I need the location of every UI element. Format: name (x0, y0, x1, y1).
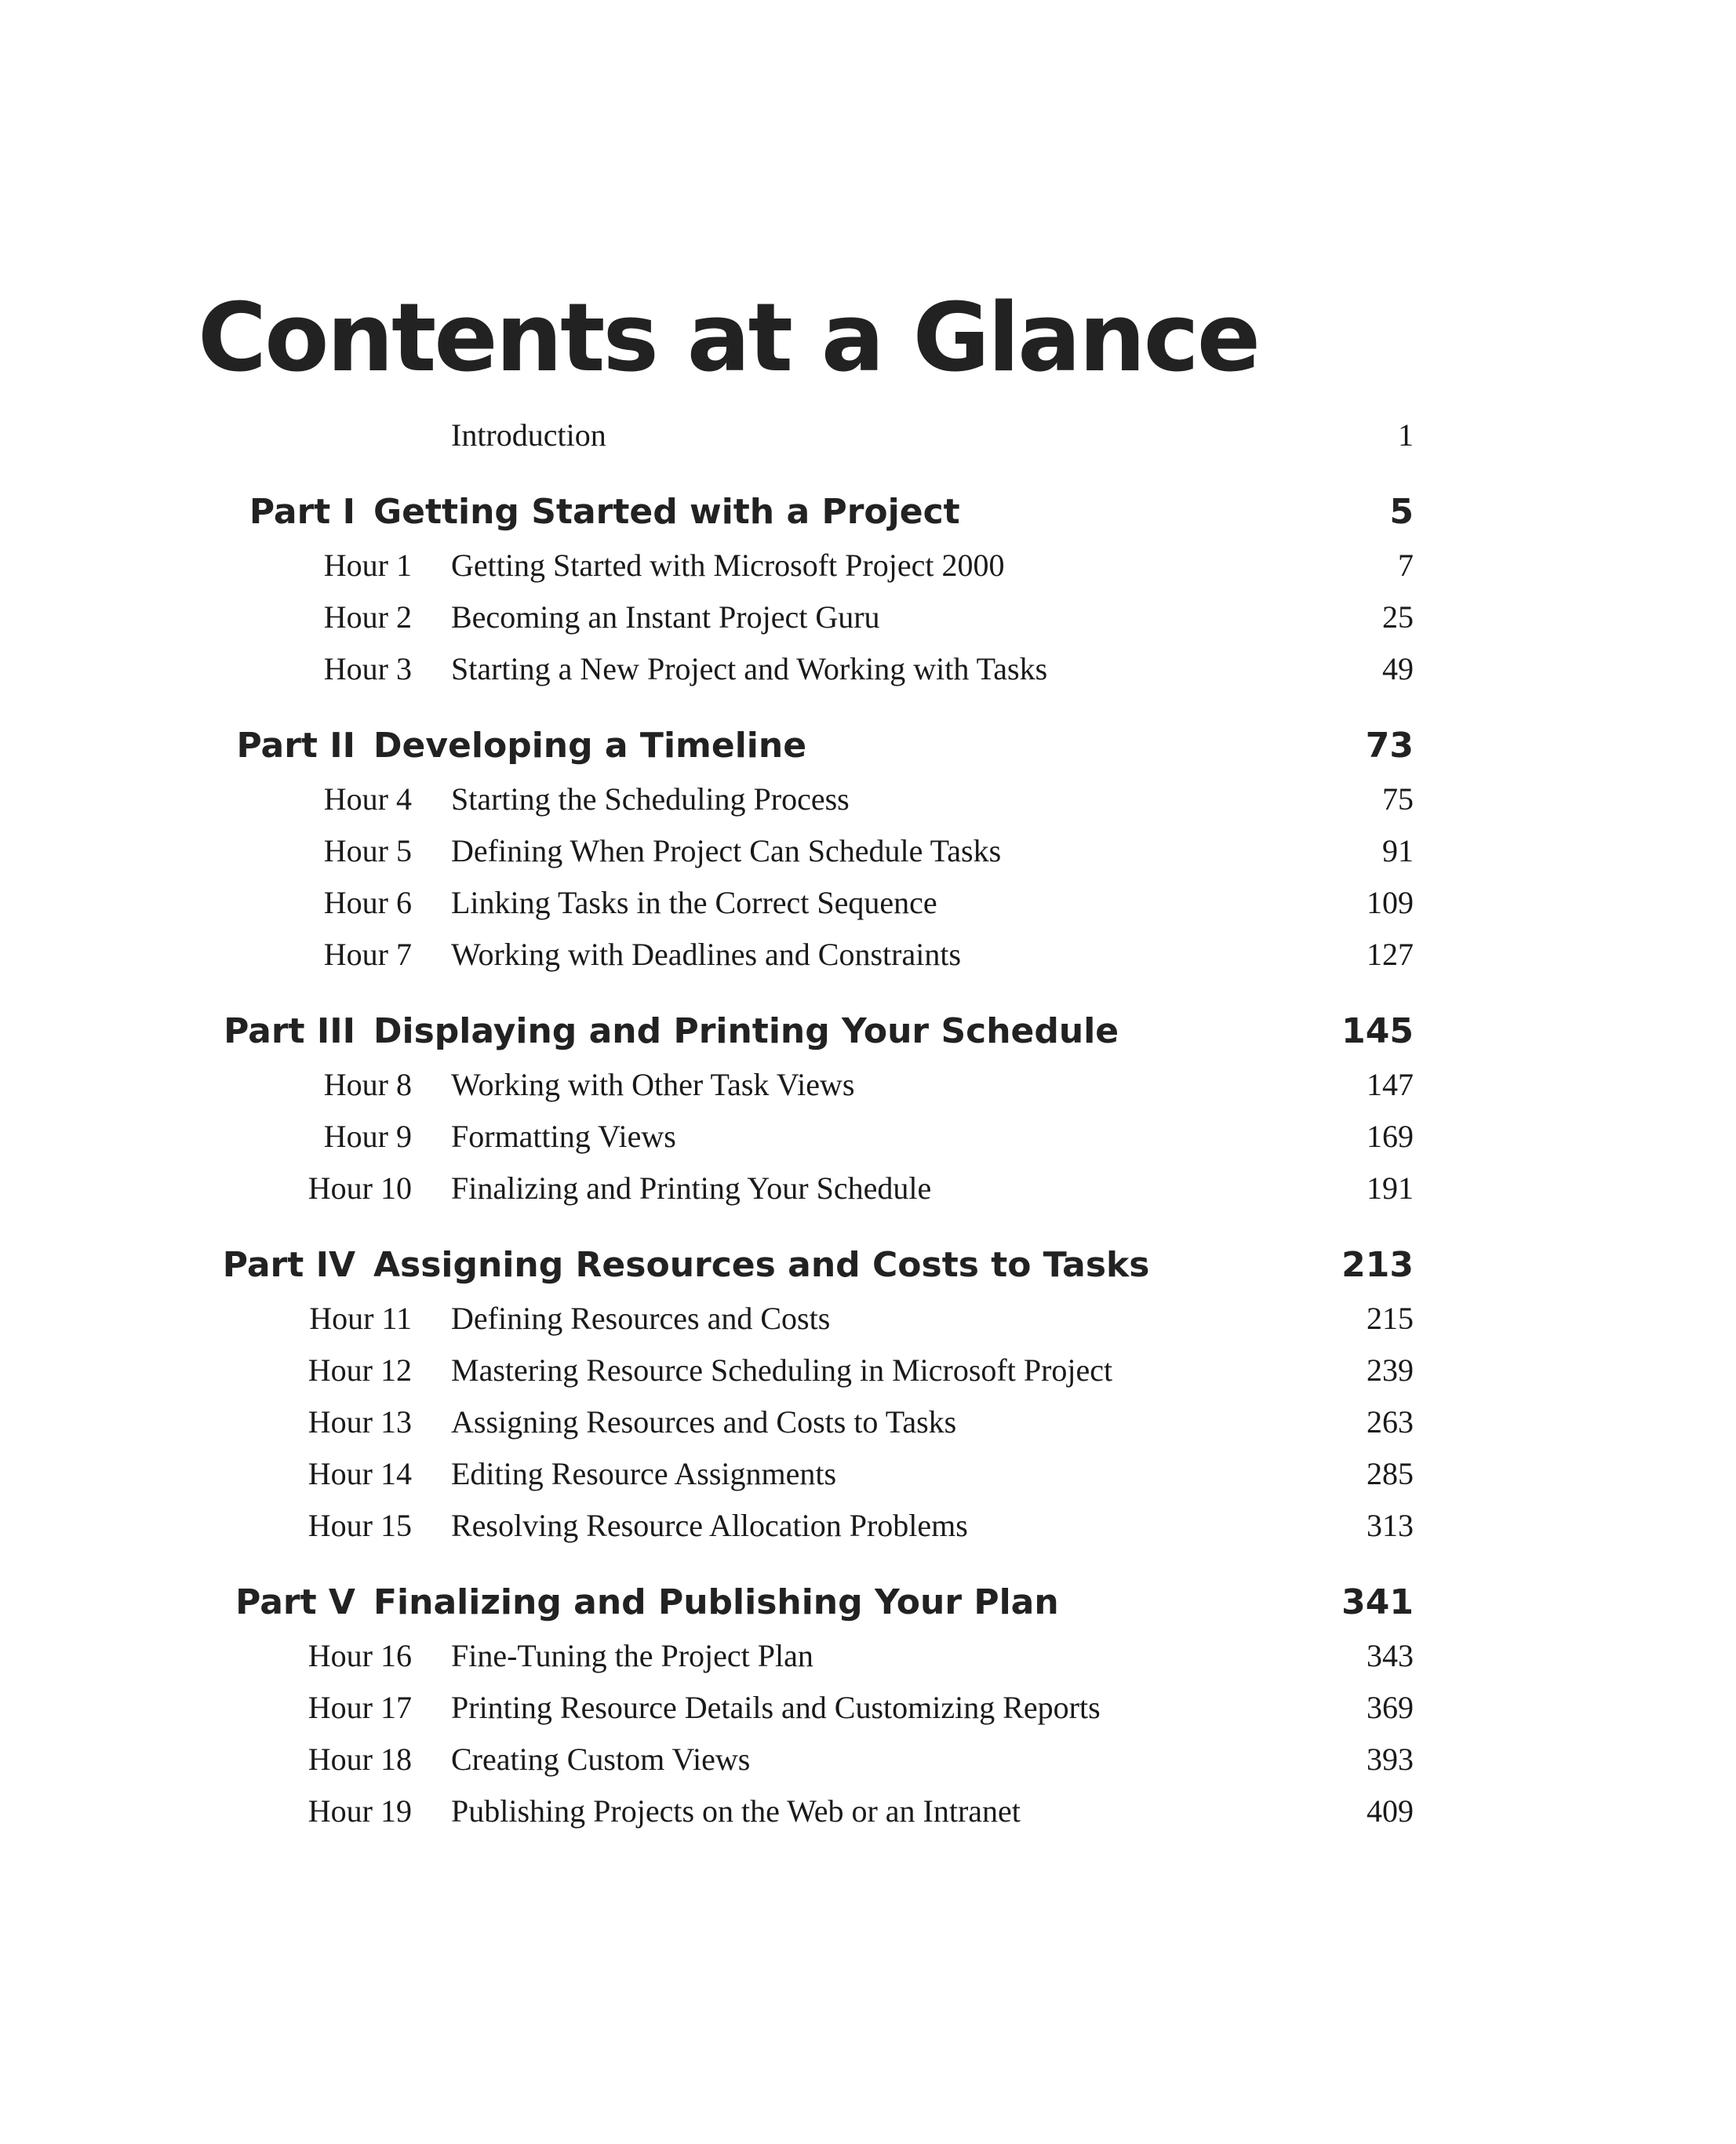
toc-hour-entry[interactable] (0, 775, 1736, 827)
toc-hour-entry[interactable] (0, 930, 1736, 982)
hour-label: Hour 13 (308, 1404, 412, 1440)
hour-label: Hour 2 (323, 599, 412, 635)
part-label: Part IV (222, 1245, 355, 1285)
part-title: Finalizing and Publishing Your Plan (373, 1582, 1059, 1622)
part-label: Part I (249, 492, 355, 532)
part-label: Part II (236, 726, 355, 766)
hour-title: Editing Resource Assignments (451, 1456, 837, 1491)
hour-label: Hour 16 (308, 1638, 412, 1673)
part-page-number: 145 (1341, 1011, 1414, 1051)
toc-part-heading[interactable] (0, 490, 1736, 541)
hour-label: Hour 14 (308, 1456, 412, 1491)
toc-hour-entry[interactable] (0, 541, 1736, 593)
part-label: Part III (224, 1011, 355, 1051)
toc-hour-entry[interactable] (0, 593, 1736, 645)
hour-title: Mastering Resource Scheduling in Microsoft Project (451, 1352, 1113, 1388)
hour-page-number: 343 (1367, 1638, 1414, 1673)
toc-part-heading[interactable] (0, 723, 1736, 775)
part-page-number: 341 (1341, 1582, 1414, 1622)
toc-introduction-entry[interactable] (0, 411, 1736, 463)
hour-page-number: 7 (1398, 548, 1414, 583)
entry-page-number: 1 (1398, 417, 1414, 453)
hour-page-number: 409 (1367, 1793, 1414, 1829)
hour-label: Hour 3 (323, 651, 412, 686)
hour-title: Assigning Resources and Costs to Tasks (451, 1404, 957, 1440)
part-title: Getting Started with a Project (373, 492, 960, 532)
hour-label: Hour 17 (308, 1690, 412, 1725)
toc-part-heading[interactable] (0, 1243, 1736, 1294)
toc-hour-entry[interactable] (0, 1787, 1736, 1839)
part-page-number: 73 (1365, 726, 1414, 766)
toc-hour-entry[interactable] (0, 1294, 1736, 1346)
toc-hour-entry[interactable] (0, 827, 1736, 879)
hour-page-number: 369 (1367, 1690, 1414, 1725)
hour-title: Linking Tasks in the Correct Sequence (451, 885, 937, 920)
toc-hour-entry[interactable] (0, 1735, 1736, 1787)
hour-label: Hour 1 (323, 548, 412, 583)
toc-hour-entry[interactable] (0, 1450, 1736, 1502)
hour-label: Hour 9 (323, 1119, 412, 1154)
hour-title: Starting the Scheduling Process (451, 781, 850, 817)
toc-hour-entry[interactable] (0, 1346, 1736, 1398)
hour-title: Creating Custom Views (451, 1742, 751, 1777)
hour-page-number: 169 (1367, 1119, 1414, 1154)
hour-title: Getting Started with Microsoft Project 2000 (451, 548, 1005, 583)
hour-title: Resolving Resource Allocation Problems (451, 1508, 968, 1543)
hour-page-number: 147 (1367, 1067, 1414, 1102)
hour-label: Hour 12 (308, 1352, 412, 1388)
part-title: Developing a Timeline (373, 726, 807, 766)
page-title: Contents at a Glance (198, 284, 1259, 393)
hour-page-number: 191 (1367, 1170, 1414, 1206)
part-title: Displaying and Printing Your Schedule (373, 1011, 1119, 1051)
toc-hour-entry[interactable] (0, 1061, 1736, 1112)
hour-title: Defining When Project Can Schedule Tasks (451, 833, 1002, 868)
hour-label: Hour 7 (323, 937, 412, 972)
part-title: Assigning Resources and Costs to Tasks (373, 1245, 1150, 1285)
toc-hour-entry[interactable] (0, 879, 1736, 930)
hour-label: Hour 5 (323, 833, 412, 868)
hour-page-number: 127 (1367, 937, 1414, 972)
hour-title: Working with Deadlines and Constraints (451, 937, 962, 972)
hour-page-number: 25 (1382, 599, 1414, 635)
toc-hour-entry[interactable] (0, 1398, 1736, 1450)
toc-hour-entry[interactable] (0, 645, 1736, 697)
hour-title: Becoming an Instant Project Guru (451, 599, 880, 635)
hour-page-number: 285 (1367, 1456, 1414, 1491)
hour-label: Hour 18 (308, 1742, 412, 1777)
toc-part-heading[interactable] (0, 1580, 1736, 1632)
toc-hour-entry[interactable] (0, 1502, 1736, 1553)
hour-page-number: 393 (1367, 1742, 1414, 1777)
part-page-number: 5 (1389, 492, 1414, 532)
hour-label: Hour 15 (308, 1508, 412, 1543)
hour-title: Defining Resources and Costs (451, 1301, 831, 1336)
toc-hour-entry[interactable] (0, 1632, 1736, 1684)
hour-title: Finalizing and Printing Your Schedule (451, 1170, 932, 1206)
hour-page-number: 313 (1367, 1508, 1414, 1543)
toc-hour-entry[interactable] (0, 1164, 1736, 1216)
hour-label: Hour 11 (309, 1301, 412, 1336)
hour-title: Working with Other Task Views (451, 1067, 855, 1102)
hour-page-number: 239 (1367, 1352, 1414, 1388)
hour-label: Hour 10 (308, 1170, 412, 1206)
hour-title: Publishing Projects on the Web or an Intranet (451, 1793, 1021, 1829)
toc-hour-entry[interactable] (0, 1684, 1736, 1735)
hour-page-number: 49 (1382, 651, 1414, 686)
hour-title: Printing Resource Details and Customizing Reports (451, 1690, 1101, 1725)
part-page-number: 213 (1341, 1245, 1414, 1285)
toc-part-heading[interactable] (0, 1009, 1736, 1061)
hour-page-number: 75 (1382, 781, 1414, 817)
hour-page-number: 215 (1367, 1301, 1414, 1336)
entry-title: Introduction (451, 417, 606, 453)
hour-label: Hour 8 (323, 1067, 412, 1102)
hour-title: Starting a New Project and Working with Tasks (451, 651, 1048, 686)
hour-page-number: 91 (1382, 833, 1414, 868)
hour-title: Fine-Tuning the Project Plan (451, 1638, 813, 1673)
hour-page-number: 109 (1367, 885, 1414, 920)
hour-title: Formatting Views (451, 1119, 676, 1154)
hour-label: Hour 19 (308, 1793, 412, 1829)
toc-hour-entry[interactable] (0, 1112, 1736, 1164)
hour-page-number: 263 (1367, 1404, 1414, 1440)
hour-label: Hour 4 (323, 781, 412, 817)
hour-label: Hour 6 (323, 885, 412, 920)
part-label: Part V (235, 1582, 355, 1622)
